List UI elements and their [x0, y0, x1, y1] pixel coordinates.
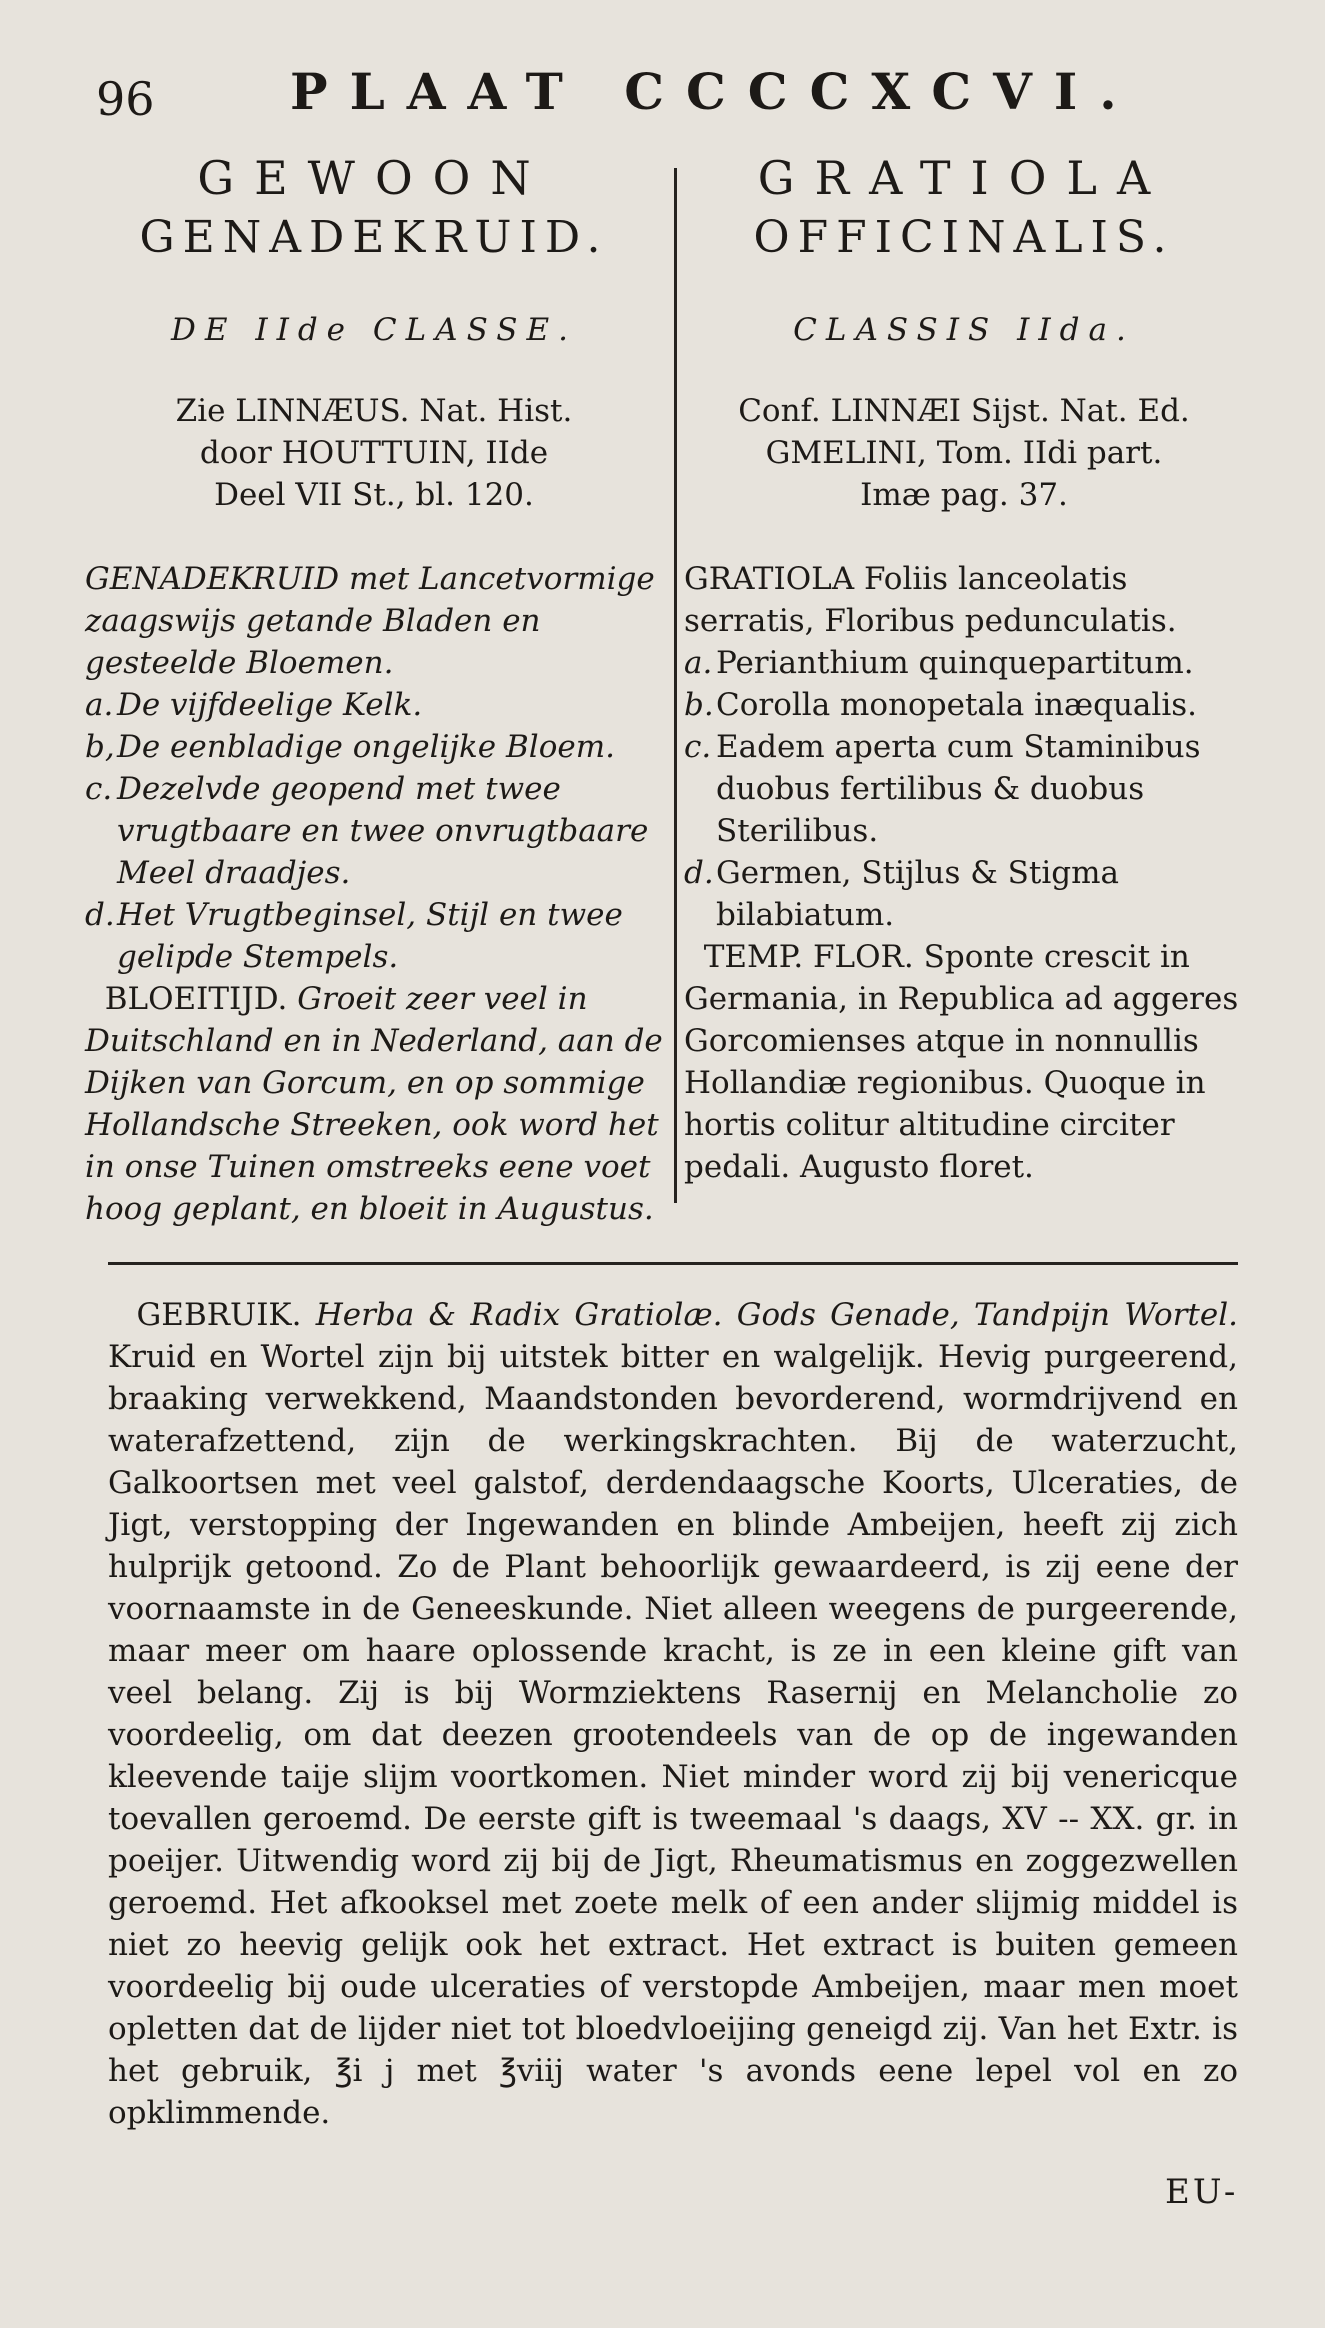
latin-flowering: [684, 936, 1244, 1188]
item-text: Het Vrugtbeginsel, Stijl en twee gelipde Stempels.: [117, 897, 623, 975]
item-text: Dezelvde geopend met twee vrugtbaare en twee onvrugtbaare Meel draadjes.: [117, 771, 649, 891]
dutch-ref-line: Zie LINNÆUS. Nat. Hist.: [175, 393, 573, 429]
latin-item-c: [684, 726, 1244, 852]
gebruik-text-block: [108, 1294, 1238, 2134]
dutch-item-c: [85, 768, 663, 894]
item-label: b,: [85, 729, 115, 765]
dutch-description: GENADEKRUID met Lancetvormige zaagswijs getande Bladen en gesteelde Bloemen.: [85, 561, 655, 681]
dutch-ref-line: door HOUTTUIN, IIde: [199, 435, 549, 471]
latin-description-block: [684, 558, 1244, 1188]
gebruik-text: Kruid en Wortel zijn bij uitstek bitter en walgelijk. Hevig purgeerend, braaking verwekkend, Maandstonden bevorderend, wormdrijvend en waterafzettend, zijn de werkingskrachten. Bij de waterzucht, Galkoortsen met veel galstof, derdendaagsche Koorts, Ulceraties, de Jigt, verstopping der Ingewanden en blinde Ambeijen, heeft zij zich hulprijk getoond. Zo de Plant behoorlijk gewaardeerd, is zij eene der voornaamste in de Geneeskunde. Niet alleen weegens de purgeerende, maar meer om haare oplossende kracht, is ze in een kleine gift van veel belang. Zij is bij Wormziektens Rasernij en Melancholie zo voordeelig, om dat deezen grootendeels van de op de ingewanden kleevende taije slijm voortkomen. Niet minder word zij bij venericque toevallen geroemd. De eerste gift is tweemaal 's daags, XV -- XX. gr. in poeijer. Uitwendig word zij bij de Jigt, Rheumatismus en zoggezwellen geroemd. Het afkooksel met zoete melk of een ander slijmig middel is niet zo heevig gelijk ook het extract. Het extract is buiten gemeen voordeelig bij oude ulceraties of verstopde Ambeijen, maar men moet opletten dat de lijder niet tot bloedvloeijing geneigd zij. Van het Extr. is het gebruik, ℥i j met ℥viij water 's avonds eene lepel vol en zo opklimmende.: [108, 1339, 1238, 2131]
dutch-ref-line: Deel VII St., bl. 120.: [214, 477, 534, 513]
item-label: a.: [684, 645, 713, 681]
dutch-description-block: [85, 558, 663, 1230]
latin-title-line1: GRATIOLA: [757, 151, 1171, 205]
bloeitijd-text: Groeit zeer veel in Duitschland en in Nederland, aan de Dijken van Gorcum, en op sommige Hollandsche Streeken, ook word het in onse Tuinen omstreeks eene voet hoog geplant, en bloeit in Augustus.: [85, 981, 663, 1227]
latin-column: [684, 148, 1244, 1188]
temp-flor-label: TEMP. FLOR.: [703, 939, 914, 975]
catchword: EU-: [1165, 2172, 1239, 2212]
page-number: 96: [96, 72, 155, 126]
item-text: Corolla monopetala inæqualis.: [716, 687, 1197, 723]
latin-item-a: [684, 642, 1244, 684]
gebruik-label: GEBRUIK.: [136, 1297, 302, 1333]
dutch-title-line1: GEWOON: [197, 151, 551, 205]
latin-ref-line: Conf. LINNÆI Sijst. Nat. Ed.: [738, 393, 1190, 429]
bloeitijd-label: BLOEITIJD.: [104, 981, 288, 1017]
dutch-item-a: [85, 684, 663, 726]
item-text: De vijfdeelige Kelk.: [117, 687, 423, 723]
latin-classe: CLASSIS IIda.: [793, 312, 1135, 348]
latin-item-b: [684, 684, 1244, 726]
dutch-column: [85, 148, 663, 1230]
temp-flor-text: Sponte crescit in Germania, in Republica ad aggeres Gorcomienses atque in nonnullis Hollandiæ regionibus. Quoque in hortis colitur altitudine circiter pedali. Augusto floret.: [684, 939, 1239, 1185]
latin-ref-line: GMELINI, Tom. IIdi part.: [765, 435, 1163, 471]
dutch-reference: [85, 390, 663, 516]
latin-ref-line: Imæ pag. 37.: [860, 477, 1068, 513]
item-label: a.: [85, 687, 114, 723]
item-text: Eadem aperta cum Staminibus duobus fertilibus & duobus Sterilibus.: [716, 729, 1201, 849]
item-label: d.: [85, 897, 115, 933]
column-divider: [674, 168, 677, 1203]
dutch-item-d: [85, 894, 663, 978]
latin-description: GRATIOLA Foliis lanceolatis serratis, Floribus pedunculatis.: [684, 561, 1177, 639]
item-text: De eenbladige ongelijke Bloem.: [117, 729, 615, 765]
dutch-item-b: [85, 726, 663, 768]
dutch-flowering: [85, 978, 663, 1230]
item-text: Perianthium quinquepartitum.: [716, 645, 1194, 681]
item-text: Germen, Stijlus & Stigma bilabiatum.: [716, 855, 1119, 933]
dutch-title-line2: GENADEKRUID.: [139, 212, 609, 263]
item-label: c.: [85, 771, 113, 807]
item-label: c.: [684, 729, 712, 765]
dutch-classe: DE IIde CLASSE.: [171, 312, 577, 348]
latin-title-line2: OFFICINALIS.: [753, 212, 1175, 263]
item-label: b.: [684, 687, 714, 723]
section-divider: [108, 1262, 1238, 1265]
latin-reference: [684, 390, 1244, 516]
gebruik-paragraph: [108, 1294, 1238, 2134]
gebruik-intro: Herba & Radix Gratiolæ. Gods Genade, Tandpijn Wortel.: [315, 1297, 1239, 1333]
plate-title: PLAAT CCCCXCVI.: [290, 62, 1139, 121]
latin-item-d: [684, 852, 1244, 936]
item-label: d.: [684, 855, 714, 891]
